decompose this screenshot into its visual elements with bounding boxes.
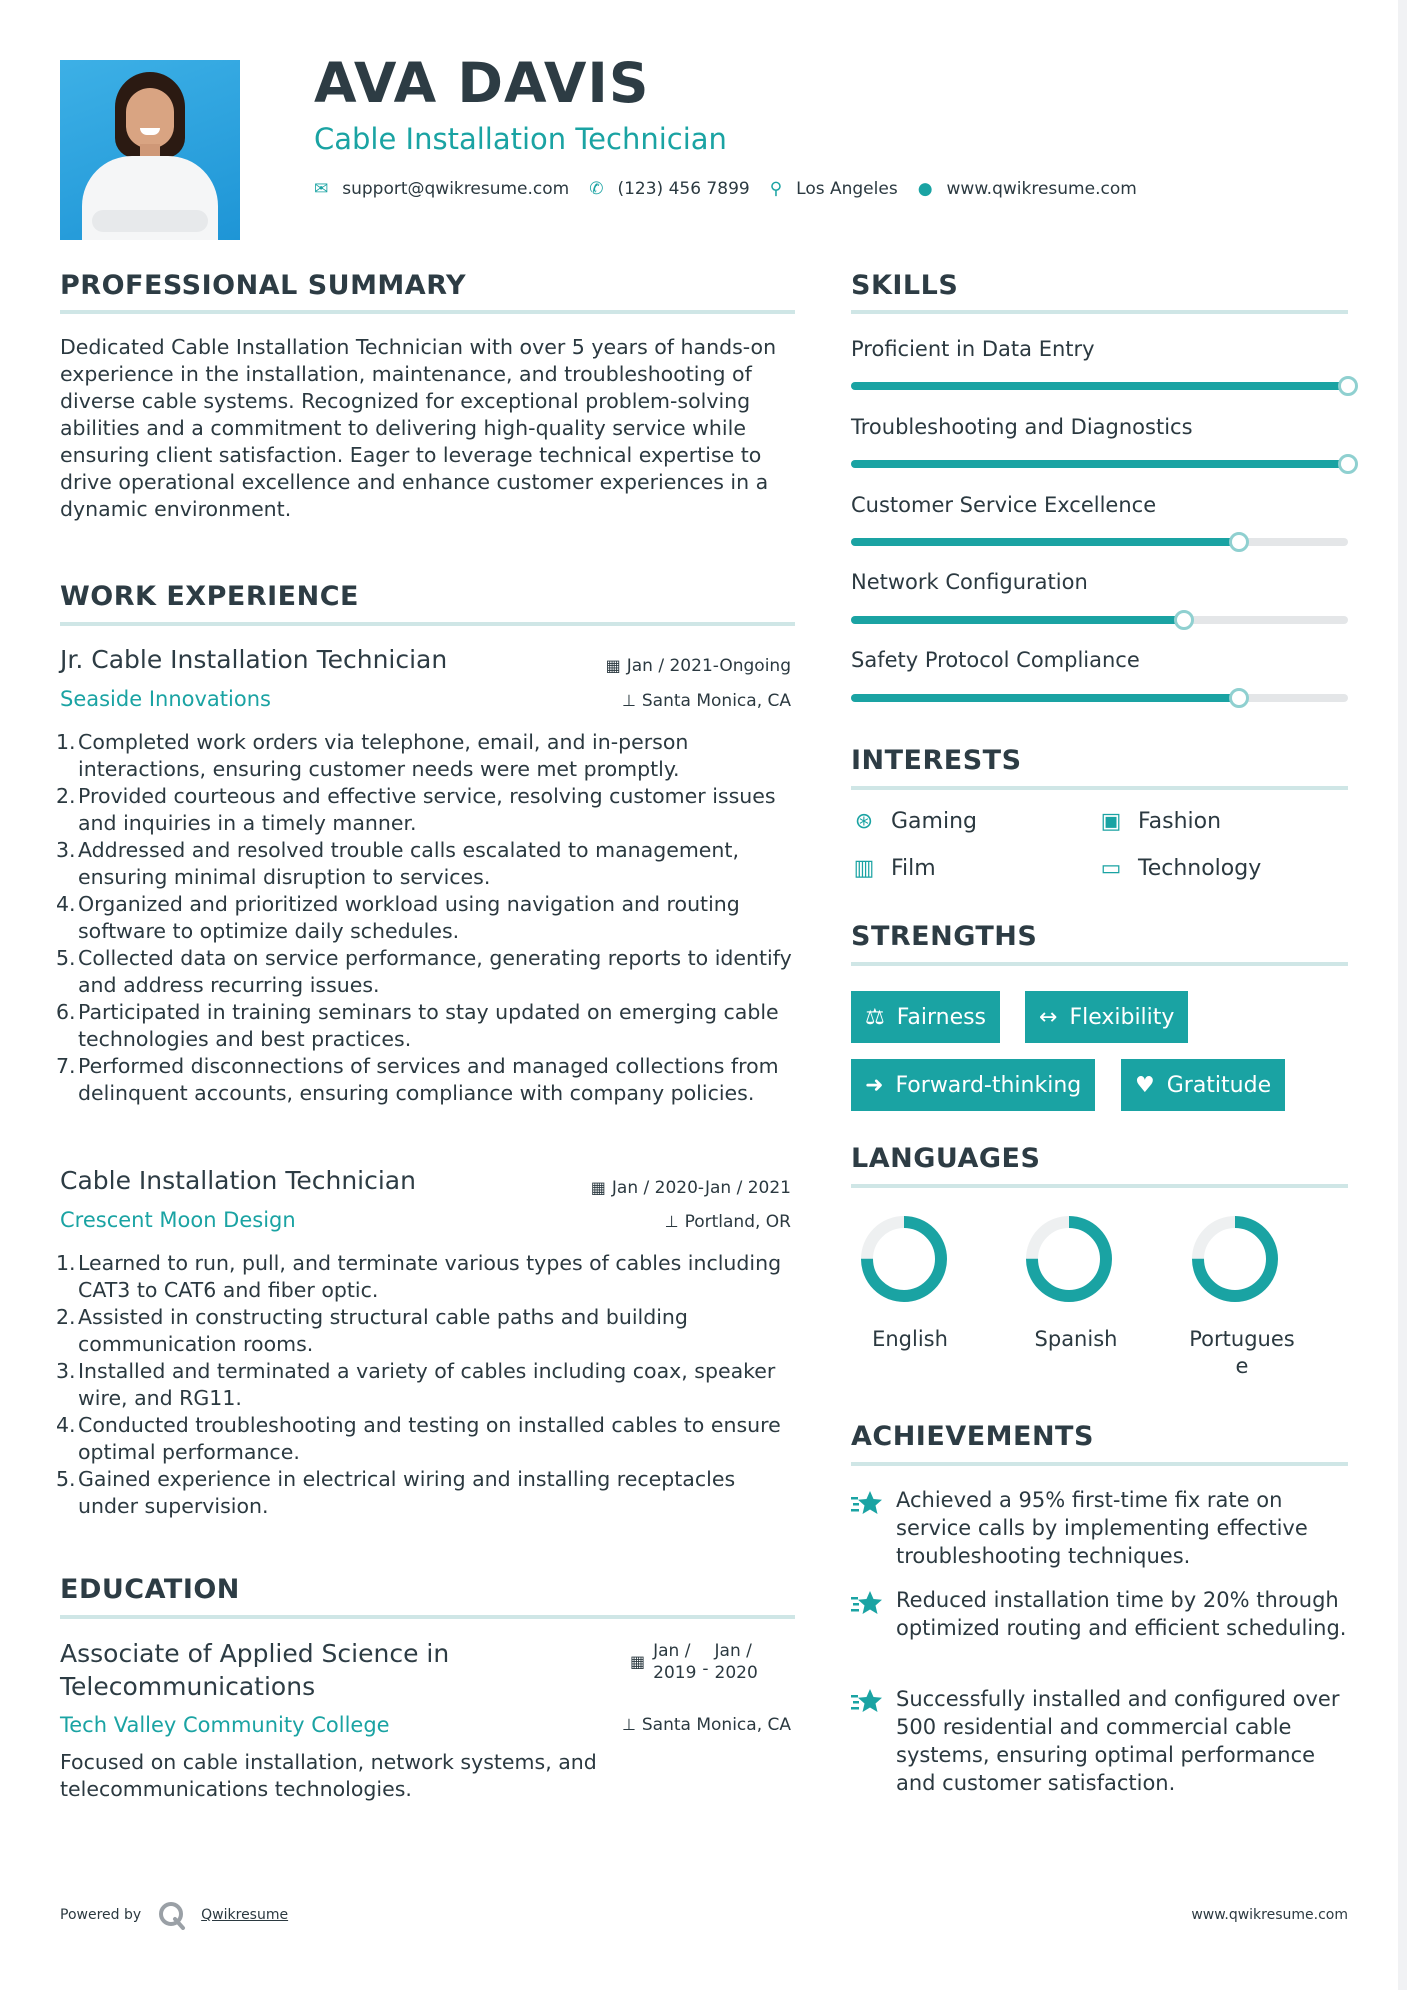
job-2-location: ⊥ Portland, OR bbox=[664, 1212, 791, 1232]
strength-badge-forward-thinking: ➜ Forward-thinking bbox=[851, 1059, 1095, 1111]
achievement-item: Successfully installed and configured over 500 residential and commercial cable systems, ensuring optimal performance and customer satisfaction. bbox=[896, 1687, 1340, 1795]
star-icon bbox=[851, 1686, 883, 1716]
shopping-bag-icon: ▣ bbox=[1100, 809, 1122, 834]
star-icon bbox=[851, 1588, 883, 1618]
gamepad-icon: ⊛ bbox=[854, 809, 874, 834]
phone-icon: ✆ bbox=[589, 179, 604, 199]
job-2-duties bbox=[56, 1250, 800, 1520]
education-date: ▦ Jan / 2019 - Jan / 2020 bbox=[630, 1641, 758, 1683]
laptop-icon: ▭ bbox=[1100, 856, 1122, 881]
calendar-icon: ▦ bbox=[630, 1652, 646, 1671]
job-1-company: Seaside Innovations bbox=[60, 687, 271, 711]
pin-icon: ⊥ bbox=[621, 691, 636, 710]
job-1-date: ▦ Jan / 2021-Ongoing bbox=[605, 656, 791, 676]
education-description: Focused on cable installation, network systems, and telecommunications technologies. bbox=[60, 1750, 597, 1801]
languages-rule bbox=[851, 1184, 1348, 1188]
footer-powered-by: Powered by Qwikresume bbox=[60, 1900, 288, 1930]
candidate-title: Cable Installation Technician bbox=[314, 122, 727, 156]
star-icon bbox=[851, 1488, 883, 1518]
list-item: 5. Collected data on service performance, generating reports to identify and address recurring issues. bbox=[56, 946, 792, 997]
language-name-spanish: Spanish bbox=[1034, 1327, 1118, 1351]
globe-icon: ● bbox=[917, 179, 933, 199]
film-icon: ▥ bbox=[853, 856, 875, 881]
skills-rule bbox=[851, 310, 1348, 314]
strength-badge-gratitude: ♥ Gratitude bbox=[1121, 1059, 1285, 1111]
skill-bar-knob bbox=[1338, 376, 1358, 396]
experience-heading: WORK EXPERIENCE bbox=[60, 581, 359, 612]
language-ring-portuguese bbox=[1190, 1214, 1280, 1304]
skill-bar-fill bbox=[851, 460, 1348, 468]
list-item: 5. Gained experience in electrical wiring and installing receptacles under supervision. bbox=[56, 1467, 736, 1518]
skill-bar bbox=[851, 382, 1348, 390]
profile-photo bbox=[60, 60, 240, 240]
education-heading: EDUCATION bbox=[60, 1574, 240, 1605]
language-name-portuguese: Portugues e bbox=[1189, 1327, 1295, 1378]
arrow-right-icon: ➜ bbox=[865, 1072, 884, 1098]
qwikresume-link[interactable]: Qwikresume bbox=[201, 1907, 289, 1923]
contact-phone[interactable]: (123) 456 7899 bbox=[617, 179, 750, 199]
language-ring-spanish bbox=[1024, 1214, 1114, 1304]
achievements-heading: ACHIEVEMENTS bbox=[851, 1421, 1094, 1452]
summary-heading: PROFESSIONAL SUMMARY bbox=[60, 270, 467, 301]
summary-rule bbox=[60, 310, 795, 314]
list-item: 3. Installed and terminated a variety of cables including coax, speaker wire, and RG11. bbox=[56, 1359, 776, 1410]
location-pin-icon: ⚲ bbox=[769, 179, 783, 199]
calendar-icon: ▦ bbox=[605, 656, 621, 675]
skill-bar bbox=[851, 538, 1348, 546]
calendar-icon: ▦ bbox=[590, 1178, 606, 1197]
list-item: 3. Addressed and resolved trouble calls escalated to management, ensuring minimal disruption to services. bbox=[56, 838, 739, 889]
skill-bar-knob bbox=[1229, 688, 1249, 708]
contact-bar bbox=[314, 179, 1157, 199]
summary-text: Dedicated Cable Installation Technician with over 5 years of hands-on experience in the installation, maintenance, and troubleshooting of diverse cable systems. Recognized for exceptional problem-solving abilities and a commitment to delivering high-quality service while ensuring client satisfaction. Eager to leverage technical expertise to drive operational excellence and enhance customer experiences in a dynamic environment. bbox=[60, 335, 777, 521]
education-degree: Associate of Applied Science in Telecommunications bbox=[60, 1639, 450, 1701]
skills-heading: SKILLS bbox=[851, 270, 959, 301]
heart-icon: ♥ bbox=[1135, 1072, 1155, 1098]
pin-icon: ⊥ bbox=[664, 1212, 679, 1231]
skill-bar-knob bbox=[1174, 610, 1194, 630]
interest-gaming: ⊛ Gaming bbox=[851, 809, 977, 834]
skill-name: Safety Protocol Compliance bbox=[851, 648, 1140, 672]
job-1-duties bbox=[56, 729, 800, 1107]
list-item: 7. Performed disconnections of services and managed collections from delinquent accounts, ensuring compliance with company policies. bbox=[56, 1054, 779, 1105]
qwikresume-logo-icon bbox=[157, 1900, 187, 1930]
skill-bar-fill bbox=[851, 538, 1239, 546]
skill-bar-fill bbox=[851, 616, 1184, 624]
job-2-title: Cable Installation Technician bbox=[60, 1166, 416, 1195]
skill-bar-fill bbox=[851, 382, 1348, 390]
interest-fashion: ▣ Fashion bbox=[1098, 809, 1221, 834]
interests-rule bbox=[851, 786, 1348, 790]
skill-name: Customer Service Excellence bbox=[851, 493, 1157, 517]
interest-film: ▥ Film bbox=[851, 856, 936, 881]
job-2-date: ▦ Jan / 2020-Jan / 2021 bbox=[590, 1178, 791, 1198]
skill-name: Network Configuration bbox=[851, 570, 1088, 594]
education-rule bbox=[60, 1615, 795, 1619]
skill-bar-knob bbox=[1338, 454, 1358, 474]
achievement-item: Achieved a 95% first-time fix rate on service calls by implementing effective troubleshooting techniques. bbox=[896, 1488, 1308, 1568]
arrows-horizontal-icon: ↔ bbox=[1039, 1004, 1058, 1030]
contact-location: Los Angeles bbox=[796, 179, 898, 199]
contact-website[interactable]: www.qwikresume.com bbox=[946, 179, 1137, 199]
skill-bar bbox=[851, 460, 1348, 468]
skill-bar-fill bbox=[851, 694, 1239, 702]
skill-name: Proficient in Data Entry bbox=[851, 337, 1095, 361]
skill-bar bbox=[851, 694, 1348, 702]
list-item: 2. Assisted in constructing structural cable paths and building communication rooms. bbox=[56, 1305, 688, 1356]
achievement-item: Reduced installation time by 20% through optimized routing and efficient scheduling. bbox=[896, 1588, 1347, 1640]
skill-bar bbox=[851, 616, 1348, 624]
list-item: 4. Organized and prioritized workload using navigation and routing software to optimize daily schedules. bbox=[56, 892, 740, 943]
skill-name: Troubleshooting and Diagnostics bbox=[851, 415, 1193, 439]
list-item: 1. Completed work orders via telephone, email, and in-person interactions, ensuring customer needs were met promptly. bbox=[56, 730, 689, 781]
candidate-name: AVA DAVIS bbox=[314, 51, 650, 115]
list-item: 1. Learned to run, pull, and terminate various types of cables including CAT3 to CAT6 and fiber optic. bbox=[56, 1251, 782, 1302]
job-2-company: Crescent Moon Design bbox=[60, 1208, 296, 1232]
job-1-location: ⊥ Santa Monica, CA bbox=[621, 691, 791, 711]
strength-badge-flexibility: ↔ Flexibility bbox=[1025, 991, 1188, 1043]
strengths-heading: STRENGTHS bbox=[851, 921, 1038, 952]
skill-bar-knob bbox=[1229, 532, 1249, 552]
achievements-rule bbox=[851, 1462, 1348, 1466]
education-school: Tech Valley Community College bbox=[60, 1713, 390, 1737]
language-name-english: English bbox=[872, 1327, 948, 1351]
balance-scale-icon: ⚖ bbox=[865, 1004, 885, 1030]
education-location: ⊥ Santa Monica, CA bbox=[621, 1715, 791, 1735]
strengths-rule bbox=[851, 962, 1348, 966]
footer-website[interactable]: www.qwikresume.com bbox=[1191, 1907, 1348, 1923]
contact-email[interactable]: support@qwikresume.com bbox=[342, 179, 570, 199]
strength-badge-fairness: ⚖ Fairness bbox=[851, 991, 1000, 1043]
pin-icon: ⊥ bbox=[621, 1715, 636, 1734]
experience-rule bbox=[60, 622, 795, 626]
interest-technology: ▭ Technology bbox=[1098, 856, 1261, 881]
interests-heading: INTERESTS bbox=[851, 745, 1022, 776]
language-ring-english bbox=[859, 1214, 949, 1304]
email-icon: ✉ bbox=[314, 179, 329, 199]
languages-heading: LANGUAGES bbox=[851, 1143, 1041, 1174]
list-item: 6. Participated in training seminars to stay updated on emerging cable technologies and best practices. bbox=[56, 1000, 779, 1051]
job-1-title: Jr. Cable Installation Technician bbox=[60, 645, 448, 674]
list-item: 2. Provided courteous and effective service, resolving customer issues and inquiries in a timely manner. bbox=[56, 784, 776, 835]
list-item: 4. Conducted troubleshooting and testing on installed cables to ensure optimal performance. bbox=[56, 1413, 781, 1464]
